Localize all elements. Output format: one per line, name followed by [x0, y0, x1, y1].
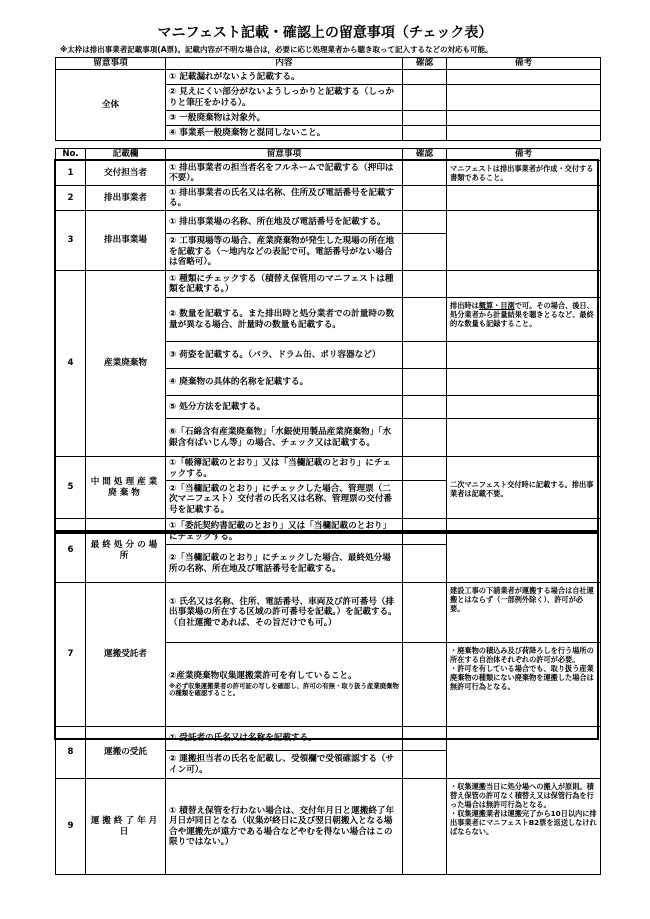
remark-emphasis: 概算・目測 [478, 301, 515, 310]
table-row [56, 583, 601, 643]
remark-text: で可。その場合、後日、処分業者から計量結果を聴きとるなど、最終的な数量も記録すること。 [450, 301, 594, 328]
table-row [56, 271, 601, 298]
item-point: ① 氏名又は名称、住所、電話番号、車両及び許可番号（排出事業場の所在する区域の許可番号を記載。）を記載する。（自社運搬であれば、その旨だけでも可。） [166, 583, 403, 643]
item-point [166, 643, 403, 727]
item-point: ②「当欄記載のとおり」にチェックした場合、最終処分場所の名称、所在地及び電話番号を記載する。 [166, 545, 403, 583]
item-point-text: ②産業廃棄物収集運搬業許可を有していること。 [169, 671, 357, 682]
check-cell[interactable] [403, 186, 447, 211]
item-field: 排出事業者 [86, 186, 166, 211]
item-remark [447, 211, 601, 271]
remark-cell [447, 271, 601, 298]
item-point: ① 排出事業者の担当者名をフルネームで記載する（押印は不要）。 [166, 161, 403, 186]
item-remark: マニフェストは排出事業者が作成・交付する書類であること。 [447, 161, 601, 186]
header-no: No. [56, 149, 86, 161]
item-point: ① 受託者の氏名又は名称を記載する。 [166, 727, 403, 751]
general-point: ① 記載漏れがないよう記載する。 [166, 70, 403, 85]
check-cell[interactable] [403, 419, 447, 457]
item-no: 4 [56, 271, 86, 457]
item-field: 排出事業場 [86, 211, 166, 271]
item-point-note: ※必ず収集運搬業者の許可証の写しを確認し、許可の有無・取り扱う産業廃棄物の種類を確認すること。 [169, 681, 399, 698]
check-cell[interactable] [403, 342, 447, 369]
general-row [56, 70, 601, 85]
check-cell[interactable] [403, 545, 447, 583]
check-cell[interactable] [403, 583, 447, 643]
item-remark [447, 727, 601, 779]
item-no: 8 [56, 727, 86, 779]
remark-cell [447, 396, 601, 419]
header-remark: 備考 [447, 149, 601, 161]
item-point: ⑥「石綿含有産業廃棄物」「水銀使用製品産業廃棄物」「水銀含有ばいじん等」の場合、チェック又は記載する。 [166, 419, 403, 457]
check-cell[interactable] [403, 85, 447, 111]
remark-cell [447, 85, 601, 111]
check-cell[interactable] [403, 211, 447, 234]
page-title: マニフェスト記載・確認上の留意事項（チェック表） [157, 25, 493, 41]
item-point: ② 工事現場等の場合、産業廃棄物が発生した現場の所在地を記載する（～地内などの表記で可。電話番号がない場合は省略可）。 [166, 234, 403, 271]
item-field: 運搬の受託 [86, 727, 166, 779]
remark-cell [447, 369, 601, 396]
check-cell[interactable] [403, 519, 447, 545]
item-no: 6 [56, 519, 86, 583]
item-point: ② 運搬担当者の氏名を記載し、受領欄で受領確認する（サイン可）。 [166, 751, 403, 779]
table-row [56, 161, 601, 186]
checklist-header-row [56, 149, 601, 161]
item-remark [447, 186, 601, 211]
general-point: ② 見えにくい部分がないようしっかりと記載する（しっかりと筆圧をかける）。 [166, 85, 403, 111]
check-cell[interactable] [403, 396, 447, 419]
general-header-check: 確認 [403, 58, 447, 70]
check-cell[interactable] [403, 751, 447, 779]
item-point: ① 排出事業場の名称、所在地及び電話番号を記載する。 [166, 211, 403, 234]
item-point: ③ 荷姿を記載する。（バラ、ドラム缶、ポリ容器など） [166, 342, 403, 369]
item-no: 7 [56, 583, 86, 727]
remark-cell [447, 342, 601, 369]
remark-cell [447, 419, 601, 457]
header-check: 確認 [403, 149, 447, 161]
item-point: ① 排出事業者の氏名又は名称、住所及び電話番号を記載する。 [166, 186, 403, 211]
item-remark: 二次マニフェスト交付時に記載する。排出事業者は記載不要。 [447, 457, 601, 519]
check-cell[interactable] [403, 643, 447, 727]
item-no: 9 [56, 779, 86, 875]
check-cell[interactable] [403, 298, 447, 342]
checklist-table [55, 148, 601, 875]
check-cell[interactable] [403, 779, 447, 875]
item-point: ②「当欄記載のとおり」にチェックした場合、管理票（二次マニフェスト）交付者の氏名又は名称、管理票の交付番号を記載する。 [166, 481, 403, 519]
item-remark: 建設工事の下請業者が運搬する場合は自社運搬とはならず（一部例外除く）、許可が必要。 [447, 583, 601, 643]
remark-cell [447, 111, 601, 126]
general-header-remark: 備考 [447, 58, 601, 70]
remark-text: 排出時は [450, 301, 479, 310]
general-point: ③ 一般廃棄物は対象外。 [166, 111, 403, 126]
item-no: 2 [56, 186, 86, 211]
check-cell[interactable] [403, 727, 447, 751]
item-field: 中間処理産業廃棄物 [86, 457, 166, 519]
item-field: 最終処分の場所 [86, 519, 166, 583]
remark-cell [447, 126, 601, 141]
general-point: ④ 事業系一般廃棄物と混同しないこと。 [166, 126, 403, 141]
general-header-item: 留意事項 [56, 58, 166, 70]
header-points: 留意事項 [166, 149, 403, 161]
item-point: ⑤ 処分方法を記載する。 [166, 396, 403, 419]
item-point: ① 種類にチェックする（積替え保管用のマニフェストは種類を記載する。） [166, 271, 403, 298]
item-remark: ・収集運搬当日に処分場への搬入が原則。積替え保管の許可なく積替え又は保管行為を行った場合は無許可行為となる。 ・収集運搬業者は運搬完了から10日以内に排出事業者にマニフェストB2票を返送しなければならない。 [447, 779, 601, 875]
table-row [56, 186, 601, 211]
check-cell[interactable] [403, 234, 447, 271]
item-no: 5 [56, 457, 86, 519]
item-field: 交付担当者 [86, 161, 166, 186]
item-point: ④ 廃棄物の具体的名称を記載する。 [166, 369, 403, 396]
page-note: ※太枠は排出事業者記載事項(A票)。記載内容が不明な場合は，必要に応じ処理業者から聴き取って記入するなどの対応も可能。 [60, 45, 493, 54]
item-remark [447, 519, 601, 583]
check-cell[interactable] [403, 161, 447, 186]
general-header-content: 内容 [166, 58, 403, 70]
item-remark: ・廃棄物の積込み及び荷降ろしを行う場所の所在する自治体それぞれの許可が必要。 ・許可を有している場合でも、取り扱う産業廃棄物の種類にない廃棄物を運搬した場合は無許可行為となる。 [447, 643, 601, 727]
general-header-row [56, 58, 601, 70]
table-row [56, 779, 601, 875]
check-cell[interactable] [403, 481, 447, 519]
check-cell[interactable] [403, 126, 447, 141]
check-cell[interactable] [403, 111, 447, 126]
item-point: ①「委託契約書記載のとおり」又は「当欄記載のとおり」にチェックする。 [166, 519, 403, 545]
table-row [56, 727, 601, 751]
general-label: 全体 [56, 70, 166, 141]
item-field: 運搬終了年月日 [86, 779, 166, 875]
item-field: 産業廃棄物 [86, 271, 166, 457]
header-field: 記載欄 [86, 149, 166, 161]
item-point: ② 数量を記載する。また排出時と処分業者での計量時の数量が異なる場合、計量時の数量も記載する。 [166, 298, 403, 342]
check-cell[interactable] [403, 271, 447, 298]
item-point: ①「帳簿記載のとおり」又は「当欄記載のとおり」にチェックする。 [166, 457, 403, 481]
general-table [55, 57, 601, 141]
check-cell[interactable] [403, 70, 447, 85]
remark-cell [447, 70, 601, 85]
item-field: 運搬受託者 [86, 583, 166, 727]
item-point: ① 積替え保管を行わない場合は、交付年月日と運搬終了年月日が同日となる（収集が終日に及び翌日朝搬入となる場合や運搬先が遠方である場合などやむを得ない場合はこの限りではない。） [166, 779, 403, 875]
item-remark [447, 298, 601, 342]
item-no: 1 [56, 161, 86, 186]
item-no: 3 [56, 211, 86, 271]
check-cell[interactable] [403, 369, 447, 396]
table-row [56, 457, 601, 481]
check-cell[interactable] [403, 457, 447, 481]
table-row [56, 211, 601, 234]
table-row [56, 519, 601, 545]
